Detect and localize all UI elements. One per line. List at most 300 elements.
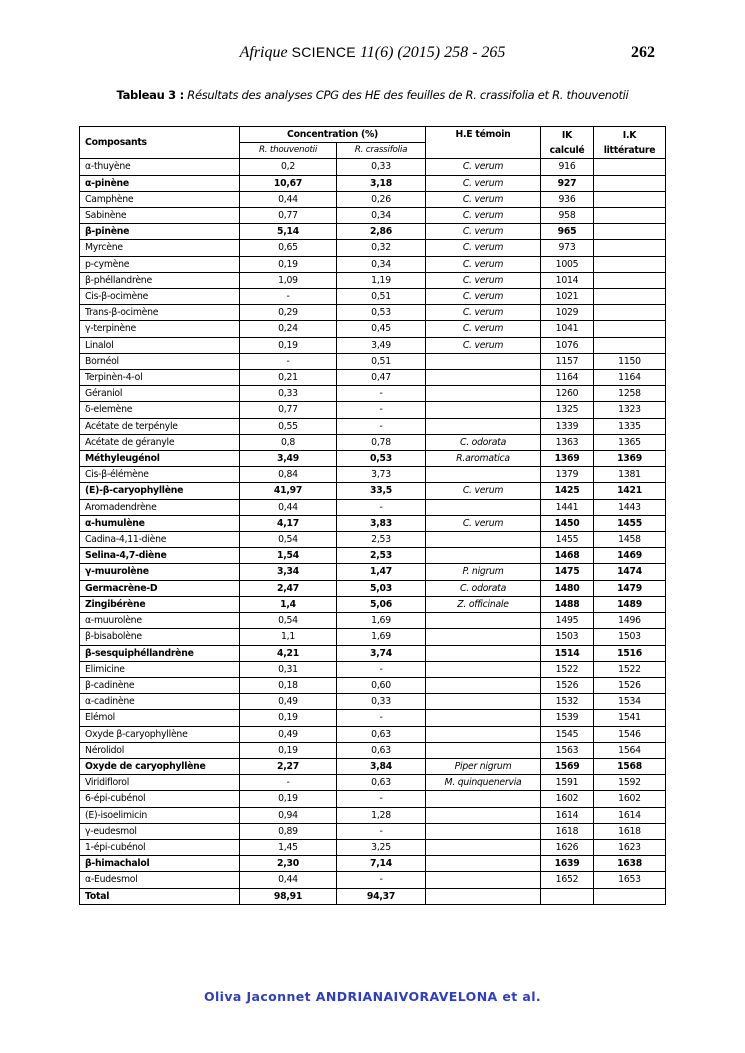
table-row xyxy=(80,337,666,353)
cell-thouvenotii: 0,31 xyxy=(240,661,337,677)
cell-compound: γ-muurolène xyxy=(80,564,240,580)
results-table xyxy=(79,126,666,905)
header-ik-calc-line1: IK xyxy=(561,129,573,141)
cell-compound: Elémol xyxy=(80,710,240,726)
cell-crassifolia: 0,63 xyxy=(337,775,426,791)
cell-ik-litterature: 1623 xyxy=(594,839,666,855)
cell-ik-litterature: 1618 xyxy=(594,823,666,839)
cell-compound: α-muurolène xyxy=(80,613,240,629)
table-row xyxy=(80,467,666,483)
cell-thouvenotii: - xyxy=(240,289,337,305)
cell-ik-calcule: 1563 xyxy=(541,742,594,758)
cell-thouvenotii: 3,34 xyxy=(240,564,337,580)
cell-crassifolia: 0,53 xyxy=(337,305,426,321)
table-row xyxy=(80,305,666,321)
cell-compound: Trans-β-ocimène xyxy=(80,305,240,321)
header-ik-calcule xyxy=(541,127,594,159)
cell-he-temoin: C. verum xyxy=(426,305,541,321)
cell-he-temoin: C. verum xyxy=(426,208,541,224)
cell-thouvenotii: - xyxy=(240,775,337,791)
cell-ik-litterature: 1614 xyxy=(594,807,666,823)
cell-he-temoin xyxy=(426,645,541,661)
cell-ik-calcule: 1514 xyxy=(541,645,594,661)
cell-crassifolia: 3,83 xyxy=(337,515,426,531)
caption-label: Tableau 3 : xyxy=(116,88,184,102)
cell-ik-litterature xyxy=(594,175,666,191)
cell-ik-litterature xyxy=(594,208,666,224)
cell-crassifolia: 2,53 xyxy=(337,548,426,564)
table-row xyxy=(80,499,666,515)
cell-crassifolia: 1,69 xyxy=(337,613,426,629)
cell-ik-calcule: 973 xyxy=(541,240,594,256)
cell-crassifolia: 7,14 xyxy=(337,856,426,872)
cell-compound: Sabinène xyxy=(80,208,240,224)
cell-he-temoin xyxy=(426,467,541,483)
cell-thouvenotii: 0,44 xyxy=(240,191,337,207)
cell-compound: β-pinène xyxy=(80,224,240,240)
cell-thouvenotii: 2,47 xyxy=(240,580,337,596)
cell-crassifolia: 0,32 xyxy=(337,240,426,256)
cell-compound: Cis-β-ocimène xyxy=(80,289,240,305)
cell-thouvenotii: 0,84 xyxy=(240,467,337,483)
cell-compound: γ-terpinène xyxy=(80,321,240,337)
caption-text: Résultats des analyses CPG des HE des feuilles de R. crassifolia et R. thouvenotii xyxy=(187,88,629,102)
table-row xyxy=(80,726,666,742)
cell-ik-litterature: 1421 xyxy=(594,483,666,499)
cell-thouvenotii: 5,14 xyxy=(240,224,337,240)
cell-he-temoin: C. verum xyxy=(426,224,541,240)
cell-crassifolia: 0,33 xyxy=(337,694,426,710)
cell-thouvenotii: 10,67 xyxy=(240,175,337,191)
table-caption xyxy=(0,88,745,102)
cell-crassifolia: 1,47 xyxy=(337,564,426,580)
cell-compound: Terpinèn-4-ol xyxy=(80,370,240,386)
header-crassifolia: R. crassifolia xyxy=(337,143,426,159)
cell-ik-calcule: 1532 xyxy=(541,694,594,710)
cell-crassifolia: 3,73 xyxy=(337,467,426,483)
cell-crassifolia: - xyxy=(337,386,426,402)
table-row xyxy=(80,856,666,872)
cell-ik-litterature: 1602 xyxy=(594,791,666,807)
cell-ik-litterature: 1516 xyxy=(594,645,666,661)
cell-he-temoin xyxy=(426,499,541,515)
cell-ik-calcule: 1591 xyxy=(541,775,594,791)
cell-he-temoin: C. verum xyxy=(426,483,541,499)
cell-compound: Bornéol xyxy=(80,353,240,369)
cell-ik-litterature: 1522 xyxy=(594,661,666,677)
cell-ik-litterature xyxy=(594,240,666,256)
cell-ik-litterature: 1546 xyxy=(594,726,666,742)
header-composants: Composants xyxy=(80,127,240,159)
cell-compound: α-Eudesmol xyxy=(80,872,240,888)
cell-he-temoin xyxy=(426,710,541,726)
cell-ik-litterature xyxy=(594,337,666,353)
cell-ik-calcule: 1539 xyxy=(541,710,594,726)
cell-ik-calcule: 1480 xyxy=(541,580,594,596)
cell-he-temoin xyxy=(426,742,541,758)
cell-ik-litterature: 1469 xyxy=(594,548,666,564)
cell-compound: Zingibérène xyxy=(80,596,240,612)
cell-crassifolia: - xyxy=(337,418,426,434)
cell-he-temoin xyxy=(426,661,541,677)
cell-ik-litterature: 1369 xyxy=(594,451,666,467)
table-row xyxy=(80,710,666,726)
table-row xyxy=(80,872,666,888)
cell-compound: Elimicine xyxy=(80,661,240,677)
cell-he-temoin xyxy=(426,677,541,693)
cell-ik-litterature: 1335 xyxy=(594,418,666,434)
cell-compound: α-pinène xyxy=(80,175,240,191)
cell-ik-litterature xyxy=(594,191,666,207)
cell-crassifolia: - xyxy=(337,499,426,515)
cell-thouvenotii: 0,8 xyxy=(240,434,337,450)
cell-ik-litterature xyxy=(594,159,666,175)
cell-ik-litterature: 1653 xyxy=(594,872,666,888)
cell-ik-calcule: 1475 xyxy=(541,564,594,580)
cell-crassifolia: 3,84 xyxy=(337,758,426,774)
cell-thouvenotii: 98,91 xyxy=(240,888,337,904)
cell-compound: Germacrène-D xyxy=(80,580,240,596)
cell-thouvenotii: 3,49 xyxy=(240,451,337,467)
cell-ik-litterature xyxy=(594,289,666,305)
table-row xyxy=(80,272,666,288)
table-row xyxy=(80,353,666,369)
cell-thouvenotii: 0,19 xyxy=(240,710,337,726)
cell-he-temoin xyxy=(426,807,541,823)
cell-compound: β-cadinène xyxy=(80,677,240,693)
cell-thouvenotii: 41,97 xyxy=(240,483,337,499)
cell-ik-litterature: 1323 xyxy=(594,402,666,418)
table-row xyxy=(80,289,666,305)
cell-crassifolia: 3,49 xyxy=(337,337,426,353)
cell-compound: Selina-4,7-diène xyxy=(80,548,240,564)
cell-thouvenotii: 0,24 xyxy=(240,321,337,337)
cell-thouvenotii: 1,54 xyxy=(240,548,337,564)
cell-he-temoin: R.aromatica xyxy=(426,451,541,467)
cell-he-temoin: P. nigrum xyxy=(426,564,541,580)
cell-thouvenotii: 0,21 xyxy=(240,370,337,386)
cell-ik-calcule: 1450 xyxy=(541,515,594,531)
cell-thouvenotii: 0,77 xyxy=(240,402,337,418)
cell-thouvenotii: 0,49 xyxy=(240,726,337,742)
cell-he-temoin xyxy=(426,791,541,807)
header-thouvenotii: R. thouvenotii xyxy=(240,143,337,159)
cell-ik-calcule: 1339 xyxy=(541,418,594,434)
cell-he-temoin: C. verum xyxy=(426,289,541,305)
cell-he-temoin xyxy=(426,613,541,629)
cell-ik-litterature: 1381 xyxy=(594,467,666,483)
cell-thouvenotii: 2,30 xyxy=(240,856,337,872)
cell-crassifolia: 1,19 xyxy=(337,272,426,288)
cell-he-temoin: C. odorata xyxy=(426,580,541,596)
cell-crassifolia: 5,06 xyxy=(337,596,426,612)
cell-ik-calcule: 1602 xyxy=(541,791,594,807)
cell-compound: Aromadendrène xyxy=(80,499,240,515)
cell-ik-litterature: 1443 xyxy=(594,499,666,515)
cell-ik-calcule: 1157 xyxy=(541,353,594,369)
table-row xyxy=(80,596,666,612)
cell-thouvenotii: 0,65 xyxy=(240,240,337,256)
cell-thouvenotii: 0,44 xyxy=(240,499,337,515)
cell-thouvenotii: 0,29 xyxy=(240,305,337,321)
table-row xyxy=(80,321,666,337)
cell-ik-calcule: 916 xyxy=(541,159,594,175)
cell-compound: Camphène xyxy=(80,191,240,207)
table-row xyxy=(80,224,666,240)
cell-compound: Myrcène xyxy=(80,240,240,256)
cell-ik-calcule: 1014 xyxy=(541,272,594,288)
cell-thouvenotii: 0,49 xyxy=(240,694,337,710)
cell-he-temoin: C. verum xyxy=(426,256,541,272)
cell-compound: α-thuyène xyxy=(80,159,240,175)
table-row xyxy=(80,548,666,564)
table-row xyxy=(80,402,666,418)
cell-ik-calcule: 1441 xyxy=(541,499,594,515)
cell-crassifolia: 0,78 xyxy=(337,434,426,450)
cell-ik-calcule: 1425 xyxy=(541,483,594,499)
cell-compound: 6-épi-cubénol xyxy=(80,791,240,807)
cell-thouvenotii: 1,09 xyxy=(240,272,337,288)
table-row xyxy=(80,823,666,839)
cell-crassifolia: 2,53 xyxy=(337,532,426,548)
table-row xyxy=(80,629,666,645)
table-row xyxy=(80,613,666,629)
cell-ik-litterature xyxy=(594,321,666,337)
cell-ik-calcule: 1455 xyxy=(541,532,594,548)
cell-he-temoin xyxy=(426,856,541,872)
cell-he-temoin: C. verum xyxy=(426,337,541,353)
cell-thouvenotii: 0,33 xyxy=(240,386,337,402)
table-row xyxy=(80,515,666,531)
table-row xyxy=(80,240,666,256)
table-row xyxy=(80,677,666,693)
cell-thouvenotii: 1,4 xyxy=(240,596,337,612)
cell-ik-calcule: 1076 xyxy=(541,337,594,353)
cell-ik-calcule: 1468 xyxy=(541,548,594,564)
cell-he-temoin xyxy=(426,694,541,710)
cell-compound: Viridiflorol xyxy=(80,775,240,791)
table-row xyxy=(80,208,666,224)
cell-crassifolia: 3,25 xyxy=(337,839,426,855)
header-ik-lit-line2: littérature xyxy=(603,144,656,156)
cell-ik-litterature: 1258 xyxy=(594,386,666,402)
cell-ik-litterature: 1526 xyxy=(594,677,666,693)
table-body xyxy=(80,159,666,904)
cell-crassifolia: 3,18 xyxy=(337,175,426,191)
cell-crassifolia: 0,47 xyxy=(337,370,426,386)
cell-crassifolia: - xyxy=(337,661,426,677)
cell-ik-calcule: 1029 xyxy=(541,305,594,321)
cell-crassifolia: - xyxy=(337,710,426,726)
cell-he-temoin: C. verum xyxy=(426,191,541,207)
table-row xyxy=(80,483,666,499)
header-ik-calc-line2: calculé xyxy=(549,144,585,156)
cell-ik-litterature: 1496 xyxy=(594,613,666,629)
cell-he-temoin xyxy=(426,629,541,645)
table-row xyxy=(80,661,666,677)
table-row xyxy=(80,694,666,710)
cell-ik-calcule: 1618 xyxy=(541,823,594,839)
cell-crassifolia: 0,53 xyxy=(337,451,426,467)
cell-crassifolia: 0,63 xyxy=(337,726,426,742)
cell-crassifolia: 0,33 xyxy=(337,159,426,175)
cell-compound: Oxyde β-caryophyllène xyxy=(80,726,240,742)
table-row xyxy=(80,758,666,774)
header-concentration: Concentration (%) xyxy=(240,127,426,143)
cell-ik-litterature: 1541 xyxy=(594,710,666,726)
cell-ik-litterature xyxy=(594,224,666,240)
cell-he-temoin xyxy=(426,402,541,418)
cell-thouvenotii: 0,54 xyxy=(240,613,337,629)
cell-ik-calcule: 1005 xyxy=(541,256,594,272)
cell-thouvenotii: 0,77 xyxy=(240,208,337,224)
table-row xyxy=(80,791,666,807)
table-row xyxy=(80,775,666,791)
cell-thouvenotii: 0,19 xyxy=(240,337,337,353)
cell-compound: Total xyxy=(80,888,240,904)
cell-ik-calcule: 1164 xyxy=(541,370,594,386)
table-row xyxy=(80,370,666,386)
cell-he-temoin: C. verum xyxy=(426,159,541,175)
cell-thouvenotii: 1,45 xyxy=(240,839,337,855)
table-row xyxy=(80,451,666,467)
cell-thouvenotii: 1,1 xyxy=(240,629,337,645)
cell-ik-litterature: 1489 xyxy=(594,596,666,612)
cell-crassifolia: 0,34 xyxy=(337,208,426,224)
cell-ik-litterature: 1455 xyxy=(594,515,666,531)
cell-crassifolia: - xyxy=(337,872,426,888)
cell-ik-calcule: 1626 xyxy=(541,839,594,855)
cell-compound: Méthyleugénol xyxy=(80,451,240,467)
cell-crassifolia: 5,03 xyxy=(337,580,426,596)
cell-he-temoin: C. odorata xyxy=(426,434,541,450)
cell-he-temoin xyxy=(426,370,541,386)
cell-ik-calcule: 965 xyxy=(541,224,594,240)
cell-crassifolia: 33,5 xyxy=(337,483,426,499)
cell-ik-litterature: 1564 xyxy=(594,742,666,758)
cell-ik-litterature: 1150 xyxy=(594,353,666,369)
cell-he-temoin xyxy=(426,353,541,369)
footer-authors: Oliva Jaconnet ANDRIANAIVORAVELONA et al. xyxy=(203,989,542,1004)
cell-compound: Cis-β-élémène xyxy=(80,467,240,483)
cell-he-temoin: C. verum xyxy=(426,240,541,256)
header-he-temoin: H.E témoin xyxy=(426,127,541,159)
table-row xyxy=(80,839,666,855)
cell-ik-calcule: 1363 xyxy=(541,434,594,450)
cell-ik-litterature: 1592 xyxy=(594,775,666,791)
cell-ik-litterature: 1568 xyxy=(594,758,666,774)
cell-thouvenotii: 0,19 xyxy=(240,256,337,272)
cell-crassifolia: 0,34 xyxy=(337,256,426,272)
cell-thouvenotii: 0,54 xyxy=(240,532,337,548)
cell-ik-calcule: 1260 xyxy=(541,386,594,402)
cell-he-temoin xyxy=(426,888,541,904)
cell-crassifolia: - xyxy=(337,791,426,807)
cell-compound: Oxyde de caryophyllène xyxy=(80,758,240,774)
cell-he-temoin: Z. officinale xyxy=(426,596,541,612)
cell-ik-litterature: 1164 xyxy=(594,370,666,386)
cell-he-temoin xyxy=(426,872,541,888)
cell-thouvenotii: 0,89 xyxy=(240,823,337,839)
cell-ik-calcule: 1652 xyxy=(541,872,594,888)
cell-ik-calcule: 1639 xyxy=(541,856,594,872)
cell-thouvenotii: 0,18 xyxy=(240,677,337,693)
cell-ik-litterature: 1458 xyxy=(594,532,666,548)
cell-he-temoin xyxy=(426,532,541,548)
journal-prefix: Afrique xyxy=(239,44,288,61)
cell-thouvenotii: 0,19 xyxy=(240,791,337,807)
cell-compound: (E)-β-caryophyllène xyxy=(80,483,240,499)
cell-ik-calcule: 1369 xyxy=(541,451,594,467)
page-number: 262 xyxy=(631,44,655,61)
cell-ik-calcule: 1325 xyxy=(541,402,594,418)
cell-compound: δ-elemène xyxy=(80,402,240,418)
cell-ik-litterature: 1474 xyxy=(594,564,666,580)
cell-ik-calcule: 1522 xyxy=(541,661,594,677)
cell-thouvenotii: 4,21 xyxy=(240,645,337,661)
cell-he-temoin: M. quinquenervia xyxy=(426,775,541,791)
cell-thouvenotii: 0,94 xyxy=(240,807,337,823)
table-row xyxy=(80,564,666,580)
cell-ik-calcule: 1614 xyxy=(541,807,594,823)
cell-ik-litterature: 1479 xyxy=(594,580,666,596)
journal-ref: 11(6) (2015) 258 - 265 xyxy=(359,44,506,61)
cell-compound: Linalol xyxy=(80,337,240,353)
cell-compound: p-cymène xyxy=(80,256,240,272)
cell-he-temoin: C. verum xyxy=(426,175,541,191)
table-row xyxy=(80,434,666,450)
table-row xyxy=(80,191,666,207)
cell-compound: Géraniol xyxy=(80,386,240,402)
header-ik-lit-line1: I.K xyxy=(622,129,637,141)
cell-crassifolia: 0,51 xyxy=(337,289,426,305)
cell-he-temoin xyxy=(426,823,541,839)
cell-ik-calcule: 958 xyxy=(541,208,594,224)
cell-compound: 1-épi-cubénol xyxy=(80,839,240,855)
cell-thouvenotii: 0,2 xyxy=(240,159,337,175)
cell-thouvenotii: 0,44 xyxy=(240,872,337,888)
cell-thouvenotii: 0,19 xyxy=(240,742,337,758)
cell-crassifolia: - xyxy=(337,402,426,418)
cell-ik-litterature: 1534 xyxy=(594,694,666,710)
cell-ik-calcule: 1488 xyxy=(541,596,594,612)
cell-ik-litterature xyxy=(594,256,666,272)
cell-compound: α-cadinène xyxy=(80,694,240,710)
cell-ik-litterature xyxy=(594,272,666,288)
cell-crassifolia: 1,28 xyxy=(337,807,426,823)
cell-compound: Acétate de géranyle xyxy=(80,434,240,450)
cell-compound: β-himachalol xyxy=(80,856,240,872)
cell-ik-calcule: 1569 xyxy=(541,758,594,774)
cell-ik-litterature xyxy=(594,305,666,321)
cell-he-temoin xyxy=(426,386,541,402)
cell-crassifolia: 2,86 xyxy=(337,224,426,240)
table-row xyxy=(80,645,666,661)
cell-thouvenotii: 2,27 xyxy=(240,758,337,774)
cell-crassifolia: 0,63 xyxy=(337,742,426,758)
table-row xyxy=(80,386,666,402)
cell-he-temoin: C. verum xyxy=(426,321,541,337)
cell-ik-litterature: 1638 xyxy=(594,856,666,872)
cell-ik-calcule: 1041 xyxy=(541,321,594,337)
cell-ik-calcule xyxy=(541,888,594,904)
cell-thouvenotii: 0,55 xyxy=(240,418,337,434)
cell-crassifolia: 0,60 xyxy=(337,677,426,693)
table-row xyxy=(80,256,666,272)
table-row xyxy=(80,418,666,434)
cell-ik-litterature: 1365 xyxy=(594,434,666,450)
cell-he-temoin: C. verum xyxy=(426,272,541,288)
